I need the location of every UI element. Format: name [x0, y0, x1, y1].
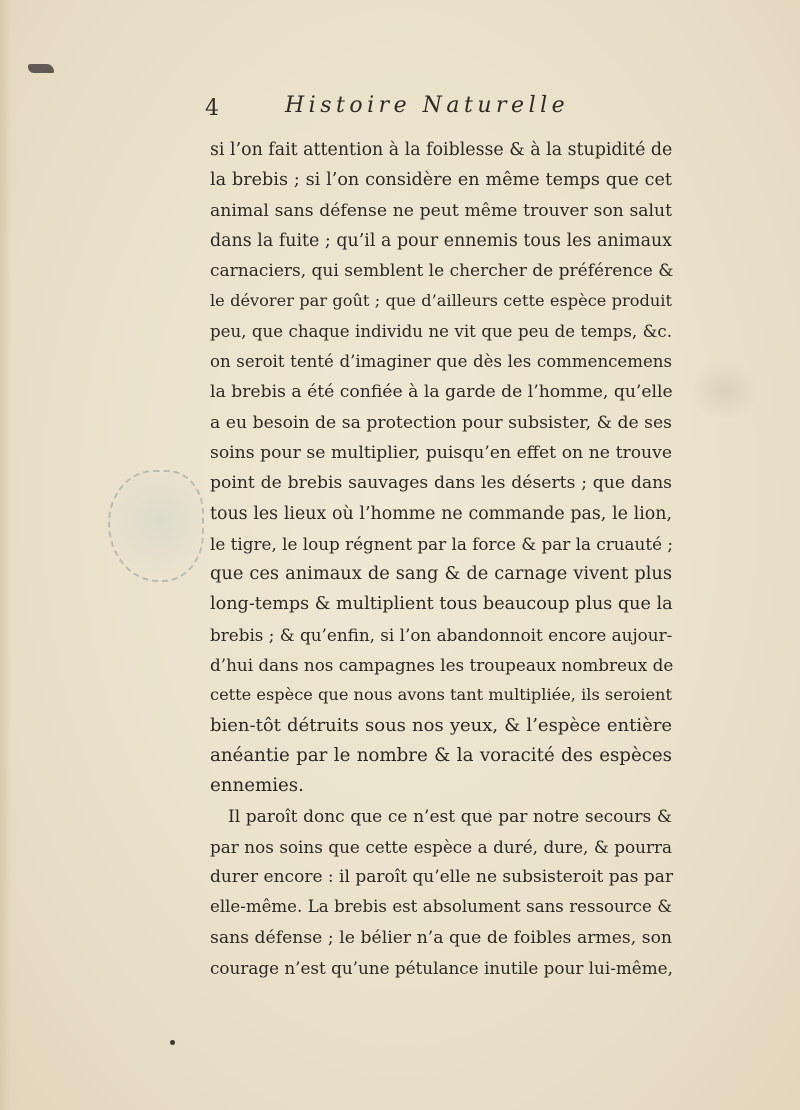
text-line: tous les lieux où l’homme ne commande pas, le lion, — [210, 503, 672, 524]
text-line: point de brebis sauvages dans les déserts ; que dans — [210, 473, 672, 494]
text-line: durer encore : il paroît qu’elle ne subsisteroit pas par — [210, 867, 674, 888]
paper-discoloration — [690, 360, 760, 420]
text-line: courage n’est qu’une pétulance inutile pour lui-même, — [210, 958, 673, 979]
text-line: bien-tôt détruits sous nos yeux, & l’espèce entière — [210, 714, 672, 736]
text-line: elle-même. La brebis est absolument sans ressource & — [210, 897, 672, 917]
text-line: carnaciers, qui semblent le chercher de préférence & — [210, 261, 674, 282]
text-line: si l’on fait attention à la foiblesse & à la stupidité de — [210, 140, 673, 160]
text-line: Il paroît donc que ce n’est que par notre secours & — [228, 806, 672, 827]
text-line: anéantie par le nombre & la voracité des espèces — [210, 744, 672, 766]
text-line: le tigre, le loup régnent par la force & par la cruauté ; — [210, 533, 674, 554]
page-number: 4 — [205, 96, 219, 121]
text-line: soins pour se multiplier, puisqu’en effet on ne trouve — [210, 442, 672, 463]
text-line: sans défense ; le bélier n’a que de foibles armes, son — [210, 927, 672, 948]
text-line: par nos soins que cette espèce a duré, dure, & pourra — [210, 836, 672, 857]
text-line: a eu besoin de sa protection pour subsister, & de ses — [210, 412, 672, 433]
text-line: on seroit tenté d’imaginer que dès les commencemens — [210, 352, 672, 372]
text-line: le dévorer par goût ; que d’ailleurs cette espèce produit — [210, 291, 672, 311]
text-line: dans la fuite ; qu’il a pour ennemis tous les animaux — [210, 230, 672, 251]
water-stain — [108, 470, 204, 582]
running-head: Histoire Naturelle — [285, 93, 570, 118]
text-line: que ces animaux de sang & de carnage vivent plus — [210, 563, 672, 585]
text-line: animal sans défense ne peut même trouver son salut — [210, 200, 672, 221]
text-line: ennemies. — [210, 775, 304, 797]
page-edge-shadow — [0, 0, 12, 1110]
text-line: d’hui dans nos campagnes les troupeaux nombreux de — [210, 655, 674, 676]
text-line: brebis ; & qu’enfin, si l’on abandonnoit encore aujour- — [210, 624, 673, 645]
text-line: cette espèce que nous avons tant multipliée, ils seroient — [210, 685, 672, 705]
text-line: peu, que chaque individu ne vit que peu de temps, &c. — [210, 321, 672, 341]
ink-smudge-mark — [28, 64, 54, 73]
text-line: la brebis a été confiée à la garde de l’homme, qu’elle — [210, 382, 673, 403]
text-line: long-temps & multiplient tous beaucoup plus que la — [210, 594, 673, 615]
text-line: la brebis ; si l’on considère en même temps que cet — [210, 170, 672, 191]
body-text — [210, 135, 672, 983]
ink-dot — [170, 1040, 175, 1045]
